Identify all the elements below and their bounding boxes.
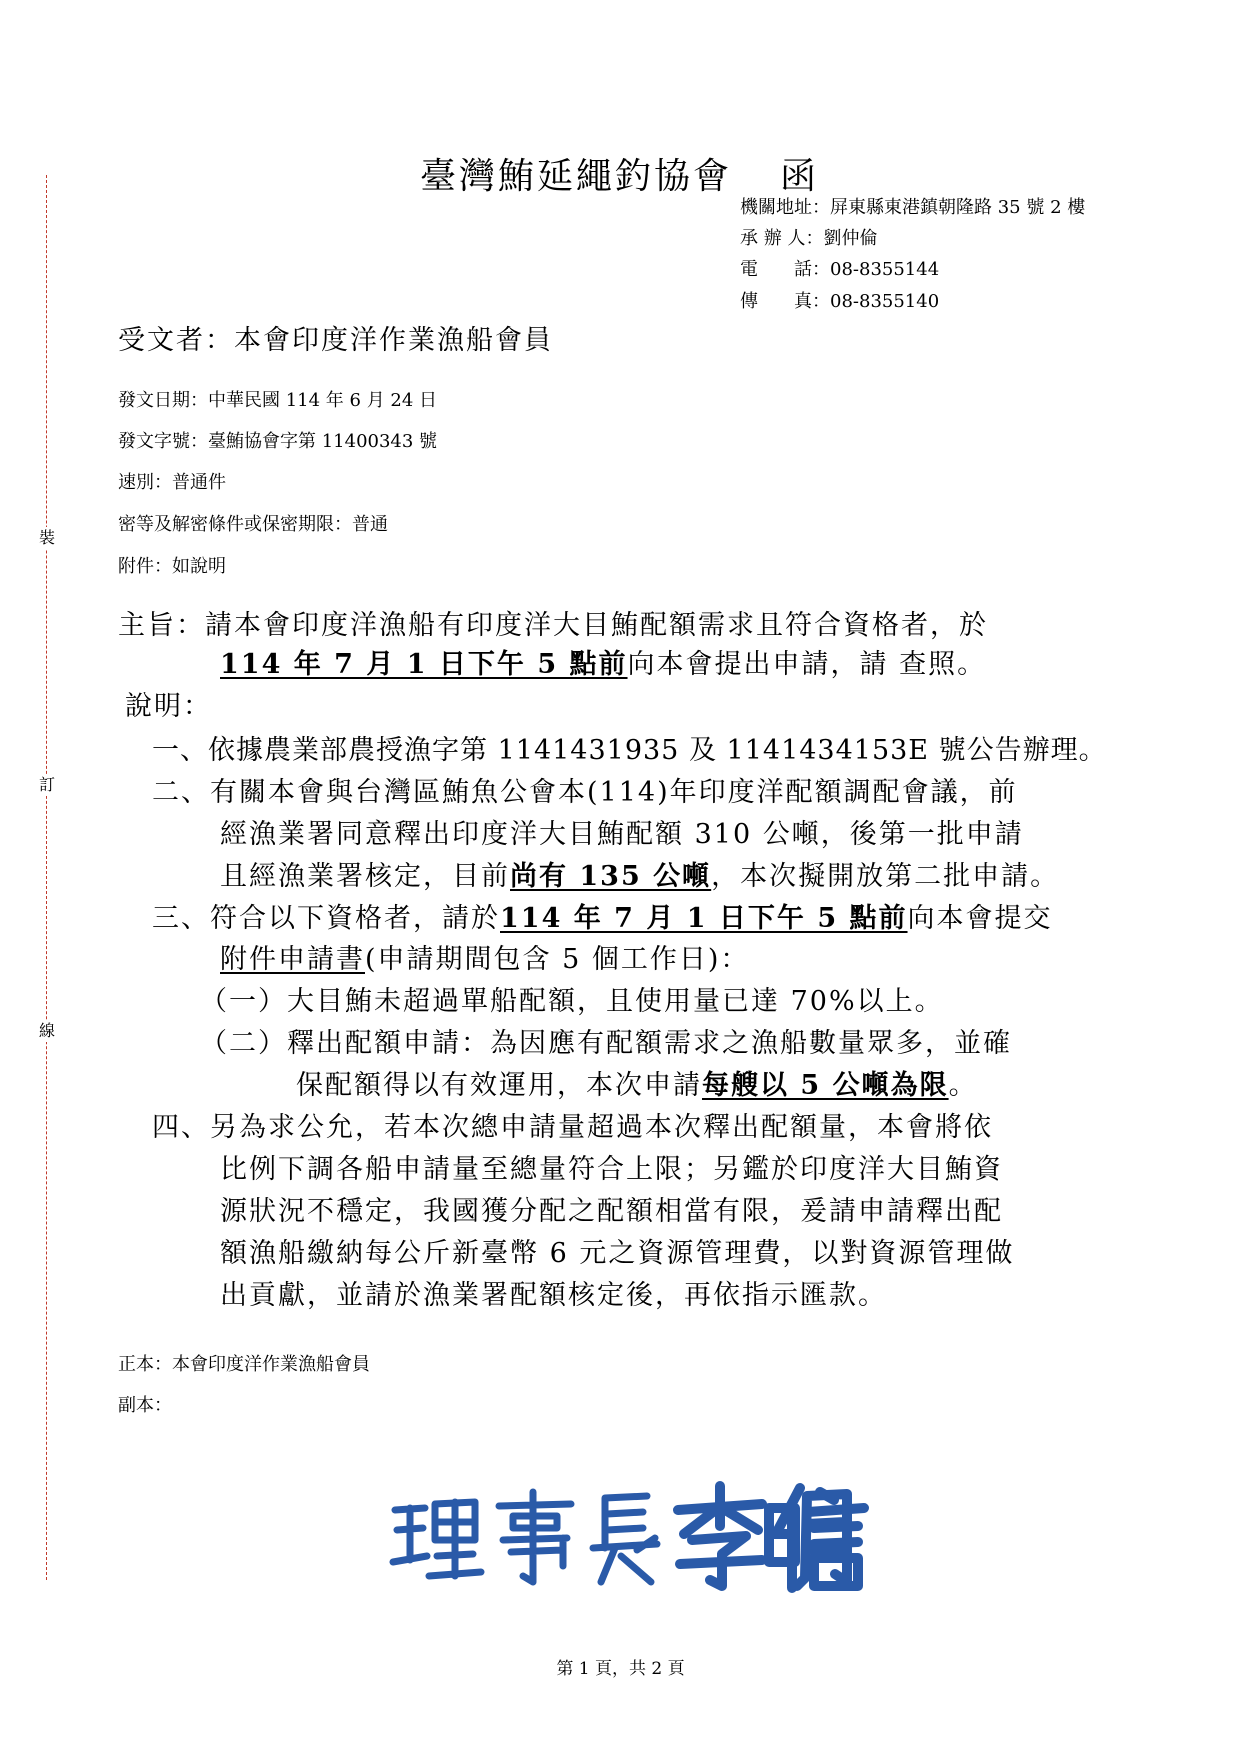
- binding-dashed-line: [46, 175, 47, 1580]
- title-org: 臺灣鮪延繩釣協會: [420, 156, 733, 197]
- contact-address: 機關地址：屏東縣東港鎮朝隆路 35 號 2 樓: [740, 197, 1086, 218]
- issue-date: 發文日期：中華民國 114 年 6 月 24 日: [118, 390, 438, 411]
- page-number: 第 1 頁，共 2 頁: [556, 1659, 685, 1679]
- remaining-quota: 尚有 135 公噸: [510, 861, 712, 892]
- contact-handler: 承 辦 人：劉仲倫: [740, 228, 878, 249]
- subject-line-2: 114 年 7 月 1 日下午 5 點前向本會提出申請，請 查照。: [220, 649, 987, 680]
- copy-recipient: 副本：: [118, 1395, 172, 1416]
- item-3-deadline: 114 年 7 月 1 日下午 5 點前: [500, 903, 908, 934]
- item-2-line-1: 二、有關本會與台灣區鮪魚公會本(114)年印度洋配額調配會議，前: [152, 777, 1018, 808]
- item-2-line-2: 經漁業署同意釋出印度洋大目鮪配額 310 公噸，後第一批申請: [220, 819, 1024, 850]
- recipient: 受文者：本會印度洋作業漁船會員: [118, 325, 553, 356]
- binding-mark-ding: 訂: [38, 775, 55, 794]
- per-vessel-limit: 每艘以 5 公噸為限: [702, 1070, 949, 1101]
- item-3-line-1: 三、符合以下資格者，請於114 年 7 月 1 日下午 5 點前向本會提交: [152, 903, 1053, 934]
- issue-number: 發文字號：臺鮪協會字第 11400343 號: [118, 431, 438, 452]
- subject-line-1: 主旨：請本會印度洋漁船有印度洋大目鮪配額需求且符合資格者，於: [118, 610, 988, 641]
- item-1: 一、依據農業部農授漁字第 1141431935 及 1141434153E 號公告辦理。: [152, 735, 1107, 766]
- explanation-label: 說明：: [125, 691, 212, 722]
- secrecy-level: 密等及解密條件或保密期限：普通: [118, 514, 388, 535]
- title-type: 函: [780, 156, 820, 197]
- contact-fax: 傳 真：08-8355140: [740, 291, 940, 312]
- item-2-line-3: 且經漁業署核定，目前尚有 135 公噸，本次擬開放第二批申請。: [220, 861, 1060, 892]
- item-3-line-2: 附件申請書(申請期間包含 5 個工作日)：: [220, 944, 750, 975]
- original-recipient: 正本：本會印度洋作業漁船會員: [118, 1354, 370, 1375]
- application-form-link: 附件申請書: [220, 944, 365, 975]
- signature-char-xin: [770, 1478, 870, 1598]
- subject-deadline: 114 年 7 月 1 日下午 5 點前: [220, 649, 628, 680]
- binding-mark-xian: 線: [38, 1021, 55, 1040]
- document-title: [420, 148, 819, 199]
- item-4-line-4: 額漁船繳納每公斤新臺幣 6 元之資源管理費，以對資源管理做: [220, 1238, 1015, 1269]
- sub-item-2-line-2: 保配額得以有效運用，本次申請每艘以 5 公噸為限。: [296, 1070, 978, 1101]
- attachment-note: 附件：如說明: [118, 556, 226, 577]
- speed-class: 速別：普通件: [118, 472, 226, 493]
- contact-phone: 電 話：08-8355144: [740, 259, 940, 280]
- sub-item-1: （一）大目鮪未超過單船配額，且使用量已達 70%以上。: [200, 986, 944, 1017]
- item-4-line-5: 出貢獻，並請於漁業署配額核定後，再依指示匯款。: [220, 1280, 887, 1311]
- binding-mark-zhuang: 裝: [38, 528, 55, 547]
- item-4-line-3: 源狀況不穩定，我國獲分配之配額相當有限，爰請申請釋出配: [220, 1196, 1003, 1227]
- subject-label: 主旨：: [118, 610, 205, 641]
- sub-item-2-line-1: （二）釋出配額申請：為因應有配額需求之漁船數量眾多，並確: [200, 1028, 1012, 1059]
- item-4-line-2: 比例下調各船申請量至總量符合上限；另鑑於印度洋大目鮪資: [220, 1154, 1003, 1185]
- item-4-line-1: 四、另為求公允，若本次總申請量超過本次釋出配額量，本會將依: [152, 1112, 993, 1143]
